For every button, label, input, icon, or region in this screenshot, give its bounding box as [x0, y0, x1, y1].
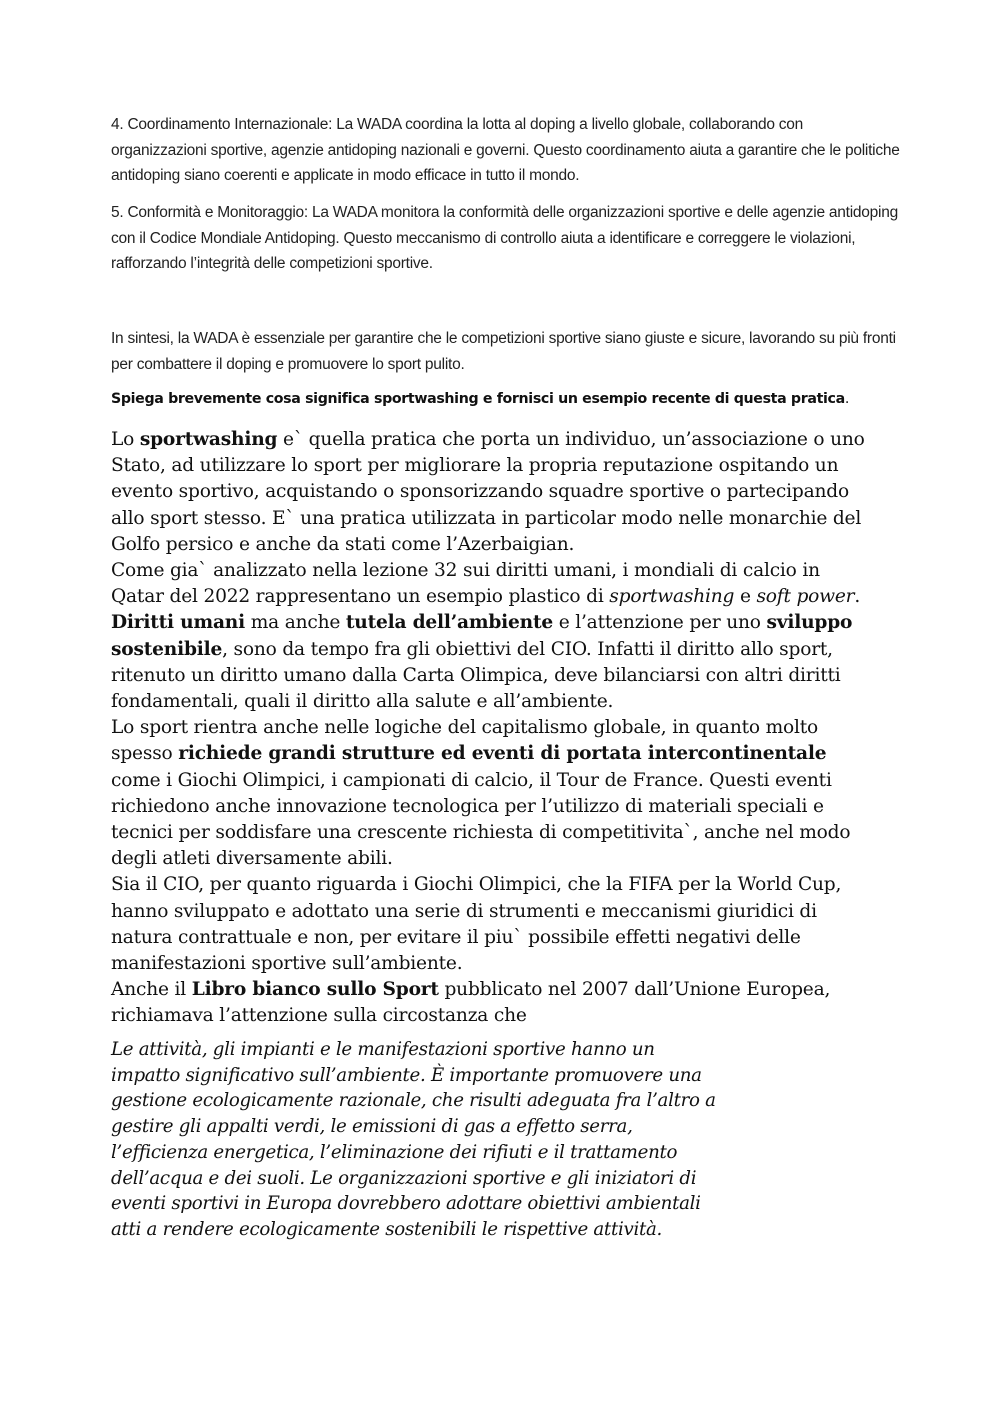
term-white-paper: Libro bianco sullo Sport [191, 979, 439, 1001]
answer-line-15: richiedono anche innovazione tecnologica per l’utilizzo di materiali speciali e [111, 795, 824, 817]
answer-line-12: Lo sport rientra anche nelle logiche del capitalismo globale, in quanto molto [111, 717, 819, 739]
paragraph-compliance-monitoring: 5. Conformità e Monitoraggio: La WADA monitora la conformità delle organizzazioni sportive e delle agenzie antidoping con il Codice Mondiale Antidoping. Questo meccanismo di controllo aiuta a identificare e correggere le violazioni, rafforzando l’integrità delle competizioni sportive. [111, 204, 898, 272]
answer-line-14: come i Giochi Olimpici, i campionati di calcio, il Tour de France. Questi eventi [111, 769, 832, 791]
answer-line-1 [111, 427, 901, 453]
term-sustainable-development: sviluppo [766, 612, 853, 634]
answer-line-5: Golfo persico e anche da stati come l’Azerbaigian. [111, 533, 575, 555]
answer-line-21: manifestazioni sportive sull’ambiente. [111, 953, 463, 975]
term-sportwashing-italic: sportwashing [609, 586, 735, 608]
quote-line-4: gestire gli appalti verdi, le emissioni di gas a effetto serra, [111, 1116, 633, 1138]
answer-text: e l’attenzione per uno [553, 612, 767, 634]
quote-line-7: eventi sportivi in Europa dovrebbero adottare obiettivi ambientali [111, 1193, 701, 1215]
term-sustainable: sostenibile [111, 638, 223, 660]
answer-line-6: Come gia` analizzato nella lezione 32 sui diritti umani, i mondiali di calcio in [111, 560, 820, 582]
white-paper-quote [111, 1037, 811, 1243]
term-large-structures: richiede grandi strutture ed eventi di portata intercontinentale [178, 743, 827, 765]
term-sportwashing: sportwashing [139, 429, 278, 450]
answer-line-7 [111, 584, 901, 610]
term-soft-power: soft power [756, 586, 855, 608]
answer-line-3: evento sportivo, acquistando o sponsorizzando squadre sportive o partecipando [111, 481, 849, 503]
answer-body [111, 427, 901, 1030]
question-heading [111, 386, 911, 412]
answer-text: Qatar del 2022 rappresentano un esempio plastico di [111, 586, 610, 608]
answer-line-22 [111, 977, 901, 1003]
answer-line-13 [111, 741, 901, 767]
answer-line-18: Sia il CIO, per quanto riguarda i Giochi Olimpici, che la FIFA per la World Cup, [111, 874, 842, 896]
term-environment-protection: tutela dell’ambiente [345, 612, 553, 634]
quote-line-1: Le attività, gli impianti e le manifestazioni sportive hanno un [111, 1039, 655, 1060]
paragraph-international-coordination: 4. Coordinamento Internazionale: La WADA coordina la lotta al doping a livello globale, collaborando con organizzazioni sportive, agenzie antidoping nazionali e governi. Questo coordinamento aiuta a garantire che le politiche antidoping siano coerenti e applicate in modo efficace in tutto il mondo. [111, 116, 900, 184]
question-end-punctuation: . [844, 391, 849, 407]
answer-text: e` quella pratica che porta un individuo, un’associazione o uno [277, 429, 865, 450]
answer-line-9 [111, 637, 901, 663]
answer-text: spesso [111, 743, 179, 765]
answer-line-2: Stato, ad utilizzare lo sport per migliorare la propria reputazione ospitando un [111, 455, 839, 477]
answer-line-11: fondamentali, quali il diritto alla salute e all’ambiente. [111, 691, 614, 713]
quote-line-3: gestione ecologicamente razionale, che risulti adeguata fra l’altro a [111, 1090, 716, 1112]
answer-line-10: ritenuto un diritto umano dalla Carta Olimpica, deve bilanciarsi con altri diritti [111, 664, 841, 686]
quote-line-2: impatto significativo sull’ambiente. È importante promuovere una [111, 1064, 702, 1086]
answer-text: , sono da tempo fra gli obiettivi del CIO. Infatti il diritto allo sport, [222, 638, 833, 660]
answer-text: Lo [111, 429, 140, 450]
answer-text: pubblicato nel 2007 dall’Unione Europea, [438, 979, 831, 1001]
answer-line-17: degli atleti diversamente abili. [111, 848, 393, 870]
answer-text: ma anche [244, 612, 346, 634]
answer-line-16: tecnici per soddisfare una crescente richiesta di competitivita`, anche nel modo [111, 822, 851, 844]
quote-line-8: atti a rendere ecologicamente sostenibili le rispettive attività. [111, 1218, 662, 1240]
question-text: Spiega brevemente cosa significa sportwashing e fornisci un esempio recente di questa pratica [111, 391, 845, 407]
answer-text: . [854, 586, 861, 608]
answer-line-8 [111, 610, 901, 636]
answer-line-19: hanno sviluppato e adottato una serie di strumenti e meccanismi giuridici di [111, 900, 817, 922]
answer-line-20: natura contrattuale e non, per evitare il piu` possibile effetti negativi delle [111, 926, 801, 948]
quote-line-6: dell’acqua e dei suoli. Le organizzazioni sportive e gli iniziatori di [111, 1167, 697, 1189]
term-human-rights: Diritti umani [111, 612, 245, 634]
quote-line-5: l’efficienza energetica, l’eliminazione dei rifiuti e il trattamento [111, 1141, 678, 1163]
answer-text: Anche il [111, 979, 192, 1001]
answer-line-23: richiamava l’attenzione sulla circostanza che [111, 1005, 527, 1027]
answer-line-4: allo sport stesso. E` una pratica utilizzata in particolar modo nelle monarchie del [111, 507, 862, 529]
paragraph-summary: In sintesi, la WADA è essenziale per garantire che le competizioni sportive siano giuste e sicure, lavorando su più fronti per combattere il doping e promuovere lo sport pulito. [111, 330, 896, 373]
answer-text: e [734, 586, 757, 608]
